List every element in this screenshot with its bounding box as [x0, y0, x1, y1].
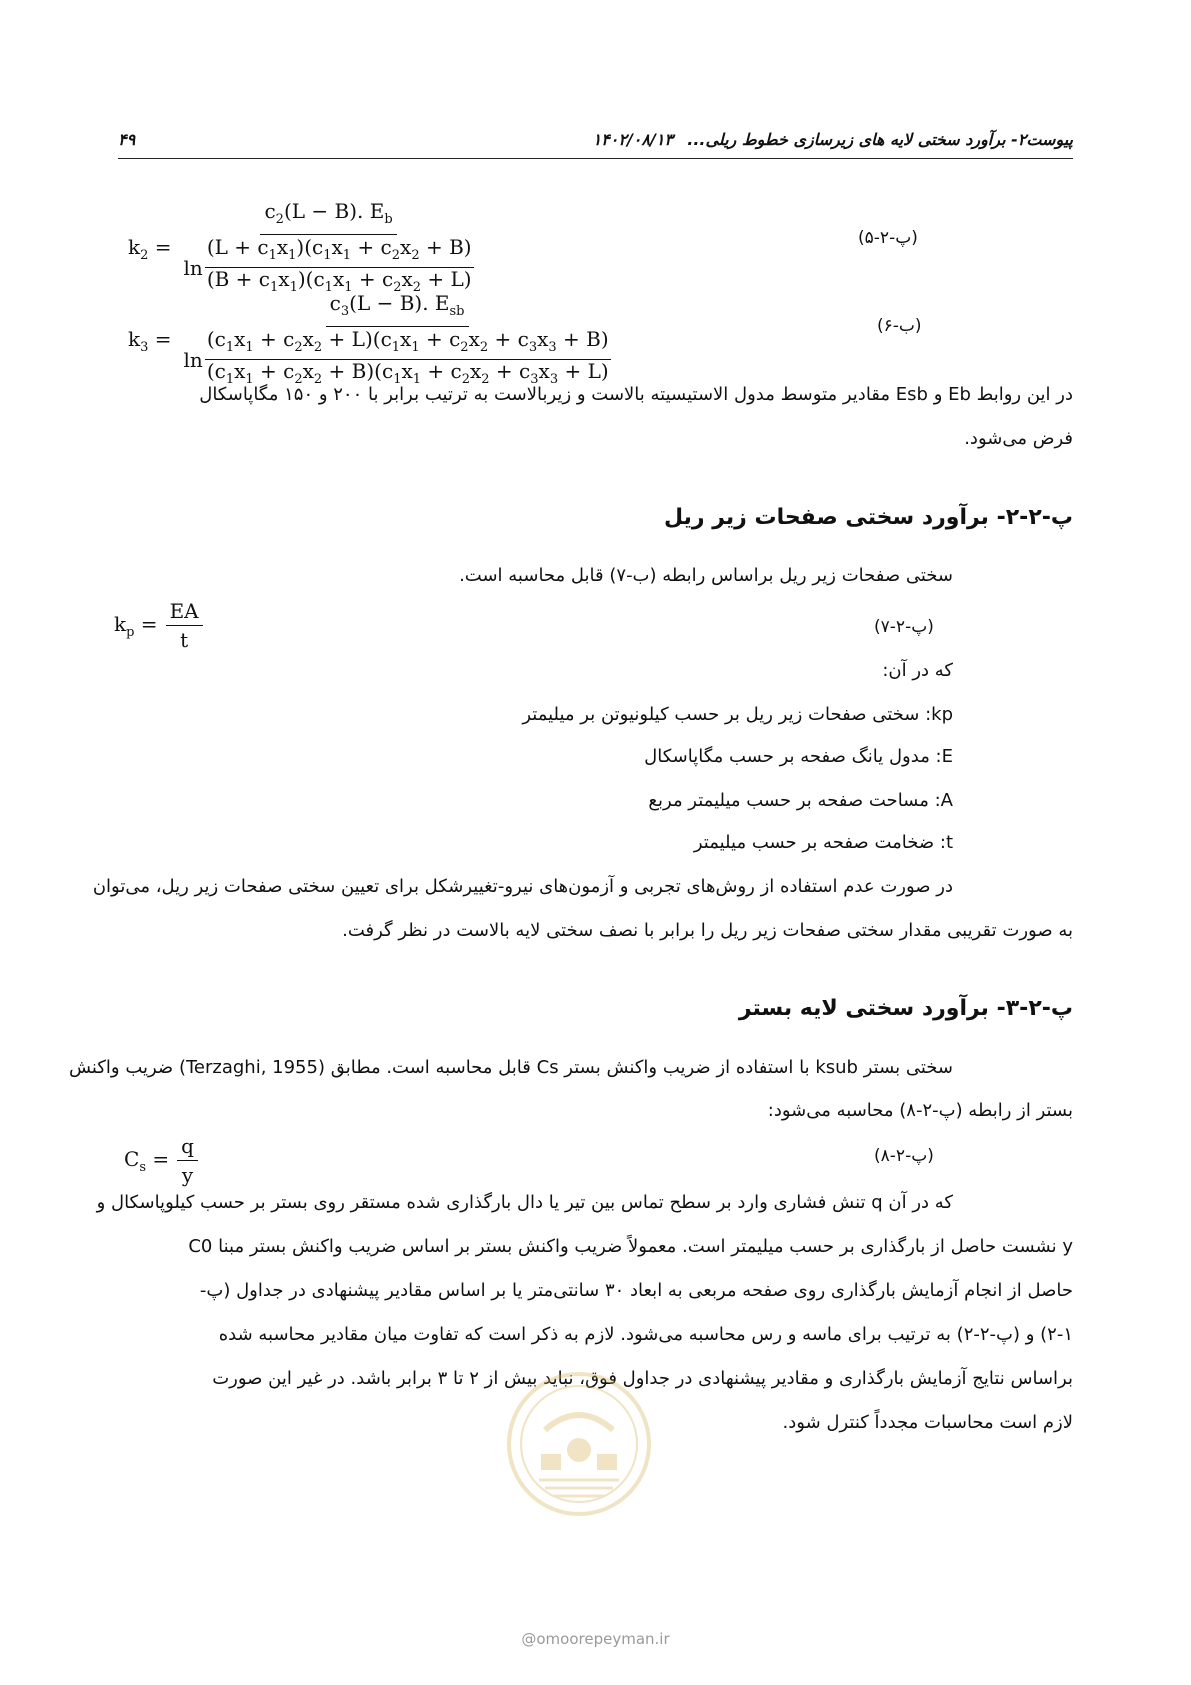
equation-cs: $C_s$ = $\frac{q}{y}$	[124, 1133, 198, 1188]
paragraph-line: سختی صفحات زیر ریل براساس رابطه (ب-۷) قابل محاسبه است.	[459, 565, 953, 586]
watermark-seal-icon	[505, 1370, 653, 1518]
paragraph-line: حاصل از انجام آزمایش بارگذاری روی صفحه مربعی به ابعاد ۳۰ سانتی‌متر یا بر اساس مقادیر پیشنهادی در جداول (پ-	[199, 1280, 1073, 1301]
definition-A: A: مساحت صفحه بر حسب میلیمتر مربع	[648, 790, 953, 811]
equation-k2: $k_2$ = $c_2(L - B)$. $E_b$ ln $\frac{(L + c_1x_1)(c_1x_1 + c_2x_2 + B)}{(B + c_1x_1)(c_1x_1 + c_2x_2 + L)}$	[128, 199, 472, 295]
paragraph-line: به صورت تقریبی مقدار سختی صفحات زیر ریل را برابر با نصف سختی لایه بالاست در نظر گرفت.	[342, 920, 1073, 941]
equation-number-kp: (پ-۲-۷)	[874, 617, 934, 637]
paragraph-line: که در آن:	[882, 660, 953, 681]
paragraph-line: سختی بستر ksub با استفاده از ضریب واکنش بستر Cs قابل محاسبه است. مطابق (Terzaghi, 1955) ضریب واکنش	[68, 1057, 953, 1078]
header-date: ۱۴۰۲/۰۸/۱۳	[592, 130, 673, 149]
paragraph-line: بستر از رابطه (پ-۲-۸) محاسبه می‌شود:	[767, 1100, 1073, 1121]
page-number: ۴۹	[118, 130, 136, 149]
definition-kp: kp: سختی صفحات زیر ریل بر حسب کیلونیوتن بر میلیمتر	[522, 704, 953, 725]
paragraph-line: ۲-۱) و (پ-۲-۲) به ترتیب برای ماسه و رس محاسبه می‌شود. لازم به ذکر است که تفاوت میان مقادیر محاسبه شده	[218, 1324, 1073, 1345]
paragraph-line: y نشست حاصل از بارگذاری بر حسب میلیمتر است. معمولاً ضریب واکنش بستر بر اساس ضریب واکنش بستر مبنا C0	[188, 1236, 1073, 1257]
paragraph-line: در صورت عدم استفاده از روش‌های تجربی و آزمون‌های نیرو-تغییرشکل برای تعیین سختی صفحات زیر ریل، می‌توان	[92, 876, 953, 897]
definition-E: E: مدول یانگ صفحه بر حسب مگاپاسکال	[644, 746, 953, 767]
equation-number-k3: (ب-۶)	[877, 316, 922, 336]
equation-kp: $k_p$ = $\frac{EA}{t}$	[114, 598, 203, 653]
paragraph-line: لازم است محاسبات مجدداً کنترل شود.	[782, 1412, 1073, 1433]
paragraph-line: فرض می‌شود.	[964, 428, 1073, 449]
paragraph-line: براساس نتایج آزمایش بارگذاری و مقادیر پیشنهادی در جداول فوق، نباید بیش از ۲ تا ۳ برابر باشد. در غیر این صورت	[212, 1368, 1073, 1389]
watermark-url: @omoorepeyman.ir	[521, 1630, 670, 1648]
definition-t: t: ضخامت صفحه بر حسب میلیمتر	[693, 832, 953, 853]
equation-number-cs: (پ-۲-۸)	[874, 1146, 934, 1166]
paragraph-line: که در آن q تنش فشاری وارد بر سطح تماس بین تیر یا دال بارگذاری شده مستقر روی بستر بر حسب کیلوپاسکال و	[96, 1192, 953, 1213]
paragraph-line: در این روابط Eb و Esb مقادیر متوسط مدول الاستیسیته بالاست و زیربالاست به ترتیب برابر با ۲۰۰ و ۱۵۰ مگاپاسکال	[199, 384, 1073, 405]
equation-number-k2: (پ-۲-۵)	[858, 228, 918, 248]
header-rule	[118, 158, 1073, 159]
equation-k3: $k_3$ = $c_3(L - B)$. $E_{sb}$ ln $\frac{(c_1x_1 + c_2x_2 + L)(c_1x_1 + c_2x_2 + c_3x_3 + B)}{(c_1x_1 + c_2x_2 + B)(c_1x_1 + c_2x_2 + c_3x_3 + L)}$	[128, 291, 609, 387]
section-heading: پ-۲-۳- برآورد سختی لایه بستر	[738, 996, 1073, 1021]
section-heading: پ-۲-۲- برآورد سختی صفحات زیر ریل	[663, 505, 1073, 530]
page-header	[118, 130, 1073, 156]
header-title: پیوست۲- برآورد سختی لایه های زیرسازی خطوط ریلی...	[687, 130, 1073, 149]
